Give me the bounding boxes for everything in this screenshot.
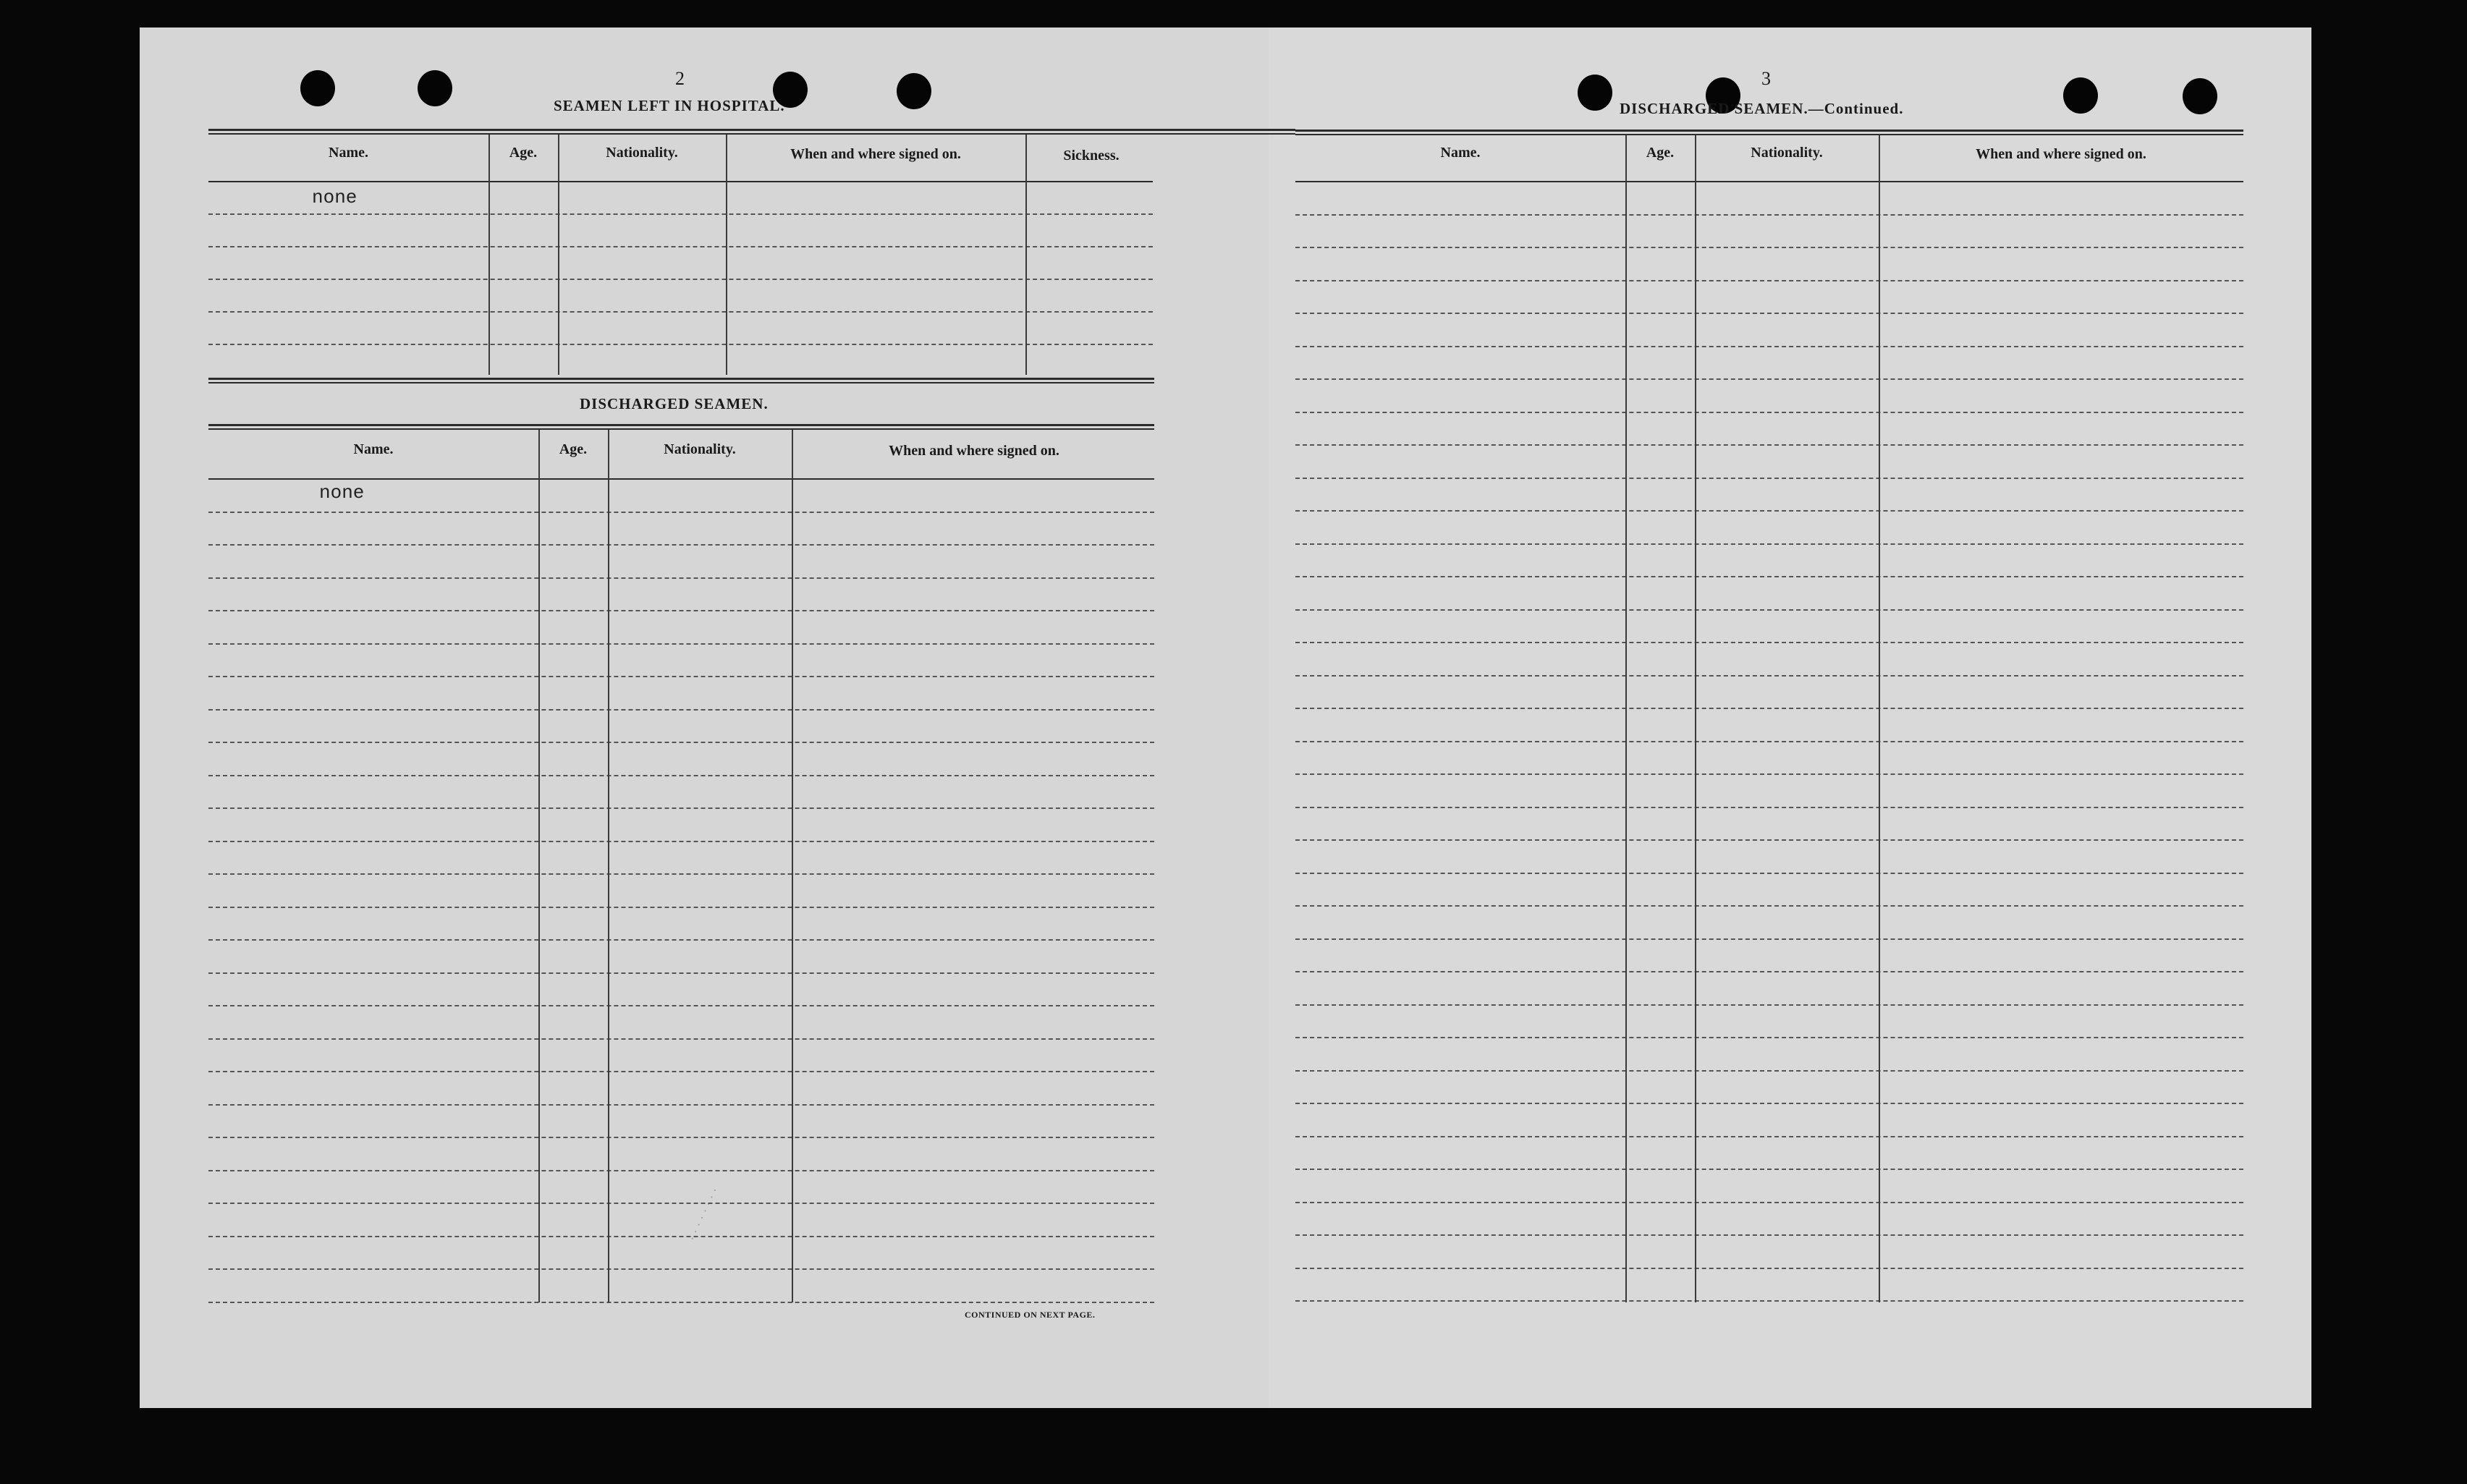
discharged-entry: none — [319, 482, 365, 504]
discharged-continued-title — [1620, 100, 1903, 118]
row-line — [1295, 708, 2243, 709]
row-line — [1295, 280, 2243, 281]
punch-hole — [418, 70, 452, 106]
column-divider — [608, 430, 609, 1302]
column-divider — [538, 430, 540, 1302]
row-line — [1295, 378, 2243, 380]
row-line — [208, 709, 1154, 711]
title-continued: —Continued. — [1808, 100, 1904, 117]
row-line — [208, 807, 1154, 809]
row-line — [208, 775, 1154, 776]
faint-stamp: · · · · · · · · — [685, 1185, 723, 1244]
row-line — [1295, 971, 2243, 972]
row-line — [208, 311, 1153, 313]
row-line — [1295, 478, 2243, 479]
row-line — [208, 1203, 1154, 1204]
column-header-age: Age. — [1646, 145, 1675, 161]
row-line — [1295, 741, 2243, 742]
row-line — [1295, 1202, 2243, 1203]
row-line — [208, 873, 1154, 875]
row-line — [208, 1137, 1154, 1138]
header-rule — [208, 478, 1154, 480]
page-number: 3 — [1761, 68, 1771, 89]
punch-hole — [897, 73, 931, 109]
column-divider — [1025, 135, 1027, 375]
row-line — [1295, 1103, 2243, 1104]
row-line — [208, 577, 1154, 579]
column-header-age: Age. — [509, 145, 538, 161]
column-divider — [1695, 135, 1696, 1302]
column-header-nationality: Nationality. — [664, 441, 736, 457]
row-line — [208, 1104, 1154, 1106]
column-header-sickness: Sickness. — [1063, 148, 1120, 164]
column-divider — [1879, 135, 1880, 1302]
row-line — [1295, 1004, 2243, 1006]
discharged-section-title: DISCHARGED SEAMEN. — [580, 395, 769, 412]
row-line — [208, 1236, 1154, 1237]
title-main: DISCHARGED SEAMEN. — [1620, 100, 1808, 117]
double-rule — [208, 424, 1154, 430]
column-header-name: Name. — [1440, 145, 1481, 161]
column-divider — [1625, 135, 1627, 1302]
column-header-nationality: Nationality. — [606, 145, 678, 161]
row-line — [1295, 346, 2243, 347]
page-number: 2 — [675, 68, 685, 89]
column-header-signed-on: When and where signed on. — [1976, 146, 2146, 162]
row-line — [208, 1038, 1154, 1040]
row-line — [208, 1071, 1154, 1072]
row-line — [1295, 609, 2243, 611]
row-line — [1295, 905, 2243, 907]
row-line — [208, 246, 1153, 247]
row-line — [1295, 412, 2243, 413]
row-line — [208, 344, 1153, 345]
hospital-entry: none — [312, 187, 357, 208]
row-line — [1295, 313, 2243, 314]
row-line — [208, 512, 1154, 513]
column-header-age: Age. — [559, 441, 588, 457]
double-rule — [208, 378, 1154, 383]
double-rule — [208, 129, 1295, 135]
column-header-name: Name. — [329, 145, 368, 161]
row-line — [208, 213, 1153, 215]
row-line — [208, 1302, 1154, 1303]
row-line — [208, 544, 1154, 546]
row-line — [208, 643, 1154, 645]
row-line — [1295, 1268, 2243, 1269]
row-line — [208, 742, 1154, 743]
double-rule — [1295, 130, 2243, 135]
row-line — [208, 279, 1153, 280]
row-line — [1295, 1169, 2243, 1170]
column-divider — [558, 135, 559, 375]
row-line — [208, 972, 1154, 974]
ledger-paper — [140, 27, 2311, 1408]
row-line — [1295, 938, 2243, 940]
continued-note: CONTINUED ON NEXT PAGE. — [965, 1310, 1096, 1320]
row-line — [1295, 1300, 2243, 1302]
row-line — [1295, 1136, 2243, 1137]
row-line — [208, 1005, 1154, 1006]
row-line — [1295, 214, 2243, 216]
row-line — [1295, 773, 2243, 775]
column-header-nationality: Nationality. — [1751, 145, 1823, 161]
row-line — [1295, 675, 2243, 677]
row-line — [208, 939, 1154, 941]
row-line — [1295, 543, 2243, 545]
row-line — [1295, 247, 2243, 248]
row-line — [1295, 444, 2243, 446]
punch-hole — [300, 70, 335, 106]
row-line — [208, 610, 1154, 611]
row-line — [208, 1268, 1154, 1270]
row-line — [208, 1170, 1154, 1171]
row-line — [1295, 510, 2243, 512]
column-divider — [488, 135, 490, 375]
row-line — [1295, 642, 2243, 643]
punch-hole — [2063, 77, 2098, 114]
punch-hole — [2183, 78, 2217, 114]
row-line — [1295, 873, 2243, 874]
row-line — [208, 907, 1154, 908]
row-line — [1295, 1070, 2243, 1072]
row-line — [208, 841, 1154, 842]
row-line — [1295, 1037, 2243, 1038]
row-line — [208, 676, 1154, 677]
header-rule — [208, 181, 1153, 182]
row-line — [1295, 1234, 2243, 1236]
header-rule — [1295, 181, 2243, 182]
row-line — [1295, 839, 2243, 841]
row-line — [1295, 807, 2243, 808]
column-header-name: Name. — [353, 441, 394, 457]
column-divider — [726, 135, 727, 375]
column-header-signed-on: When and where signed on. — [889, 443, 1059, 459]
column-header-signed-on: When and where signed on. — [790, 146, 961, 162]
column-divider — [792, 430, 793, 1302]
row-line — [1295, 576, 2243, 577]
hospital-section-title: SEAMEN LEFT IN HOSPITAL. — [554, 97, 785, 114]
punch-hole — [1578, 75, 1612, 111]
